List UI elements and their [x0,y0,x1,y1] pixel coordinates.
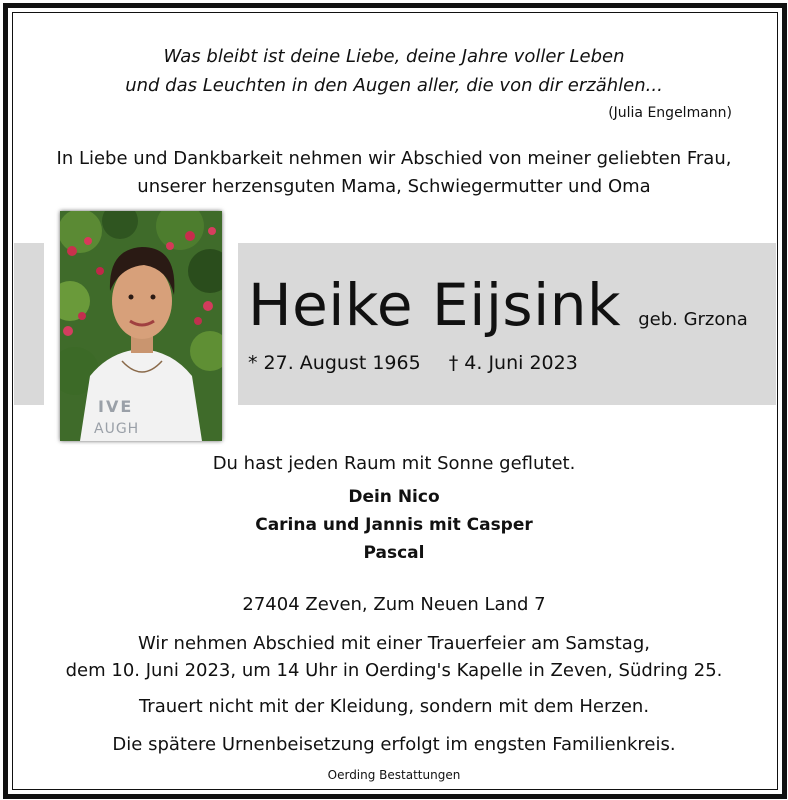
intro-text [0,145,788,201]
family-signatures [0,483,788,567]
ceremony-info [0,630,788,684]
shirt-text-2: AUGH [94,421,140,437]
ceremony-line-1: Wir nehmen Abschied mit einer Trauerfeier am Samstag, [138,633,650,654]
portrait-photo [60,211,222,441]
clothing-note: Trauert nicht mit der Kleidung, sondern mit dem Herzen. [138,696,650,717]
address: 27404 Zeven, Zum Neuen Land 7 [242,594,546,615]
life-dates [248,352,578,374]
deceased-name: Heike Eijsink [248,271,622,339]
maiden-name: geb. Grzona [638,309,748,330]
quote-line-1: Was bleibt ist deine Liebe, deine Jahre voller Leben [163,46,625,67]
funeral-home: Oerding Bestattungen [327,768,461,782]
verse: Du hast jeden Raum mit Sonne geflutet. [212,453,576,474]
family-member: Pascal [363,543,425,563]
intro-line-1: In Liebe und Dankbarkeit nehmen wir Abschied von meiner geliebten Frau, [56,148,732,169]
shirt-text-1: IVE [98,397,134,416]
quote [0,42,788,100]
name-row [248,270,748,340]
quote-author: (Julia Engelmann) [608,105,732,121]
birth-date: * 27. August 1965 [248,352,421,374]
intro-line-2: unserer herzensguten Mama, Schwiegermutter und Oma [137,176,651,197]
family-member: Carina und Jannis mit Casper [255,515,533,535]
family-member: Dein Nico [348,487,440,507]
quote-line-2: und das Leuchten in den Augen aller, die von dir erzählen... [125,75,663,96]
ceremony-line-2: dem 10. Juni 2023, um 14 Uhr in Oerding's Kapelle in Zeven, Südring 25. [65,660,723,681]
death-date: † 4. Juni 2023 [448,352,578,374]
urn-note: Die spätere Urnenbeisetzung erfolgt im engsten Familienkreis. [112,734,676,755]
